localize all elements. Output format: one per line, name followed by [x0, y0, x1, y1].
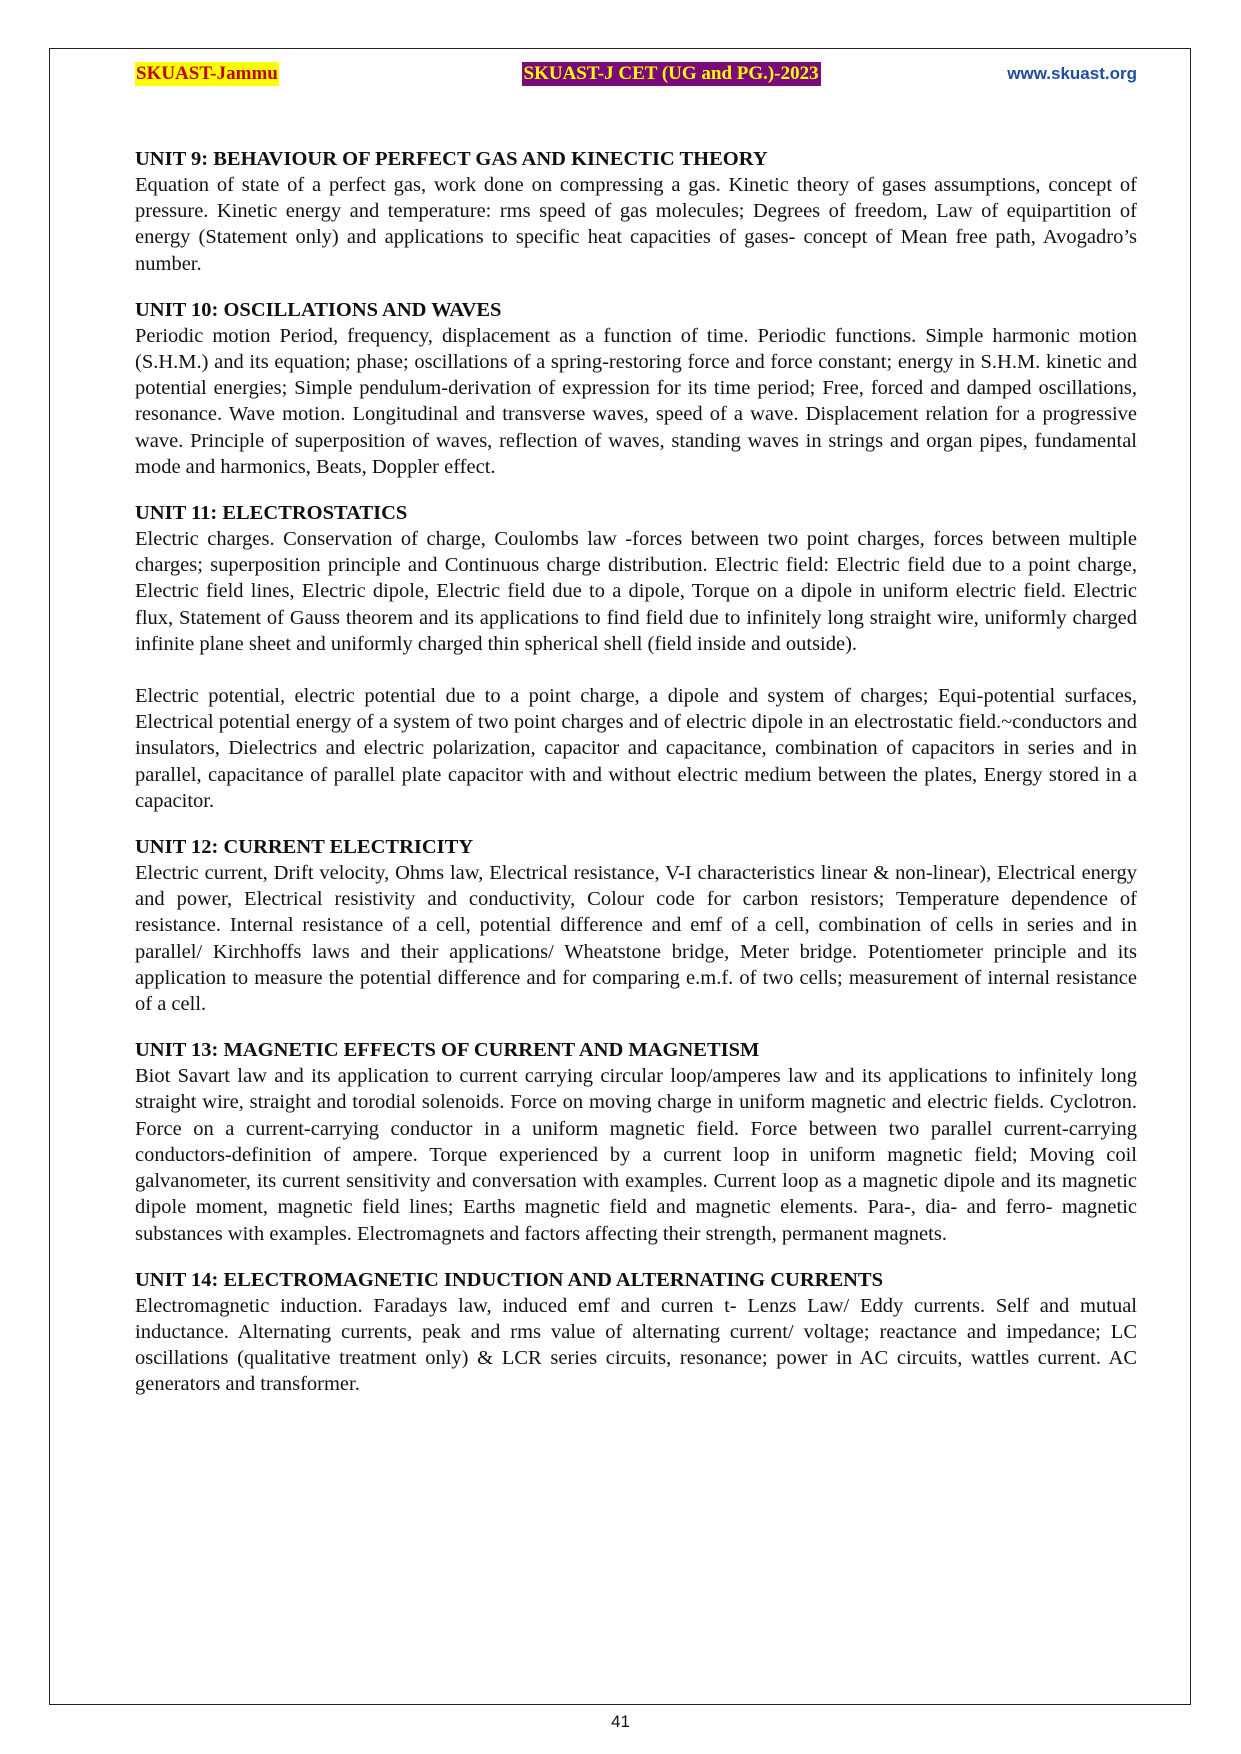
unit-paragraph: Electric potential, electric potential due to a point charge, a dipole and system of charges; Equi-potential surfaces, Electrical potential energy of a system of two point charges and of electric dipole in an electrostatic field.~conductors and insulators, Dielectrics and electric polarization, capacitor and capacitance, combination of capacitors in series and in parallel, capacitance of parallel plate capacitor with and without electric medium between the plates, Energy stored in a capacitor. [135, 685, 1137, 812]
unit-title: UNIT 12: CURRENT ELECTRICITY [135, 836, 474, 859]
header-website-link[interactable]: www.skuast.org [1007, 64, 1137, 83]
page-header [135, 60, 1137, 88]
unit-14 [135, 1267, 1137, 1398]
syllabus-content [135, 146, 1137, 1418]
unit-title: UNIT 9: BEHAVIOUR OF PERFECT GAS AND KINECTIC THEORY [135, 148, 768, 170]
unit-title: UNIT 10: OSCILLATIONS AND WAVES [135, 298, 502, 321]
unit-9 [135, 146, 1137, 277]
header-exam-title: SKUAST-J CET (UG and PG.)-2023 [523, 63, 819, 84]
unit-13 [135, 1037, 1137, 1246]
unit-paragraph: Electromagnetic induction. Faradays law, induced emf and curren t- Lenzs Law/ Eddy currents. Self and mutual inductance. Alternating currents, peak and rms value of alternating current/ voltage; reactance and impedance; LC oscillations (qualitative treatment only) & LCR series circuits, resonance; power in AC circuits, wattles current. AC generators and transformer. [135, 1294, 1137, 1396]
unit-title: UNIT 13: MAGNETIC EFFECTS OF CURRENT AND MAGNETISM [135, 1039, 760, 1062]
unit-10 [135, 297, 1137, 480]
unit-11 [135, 500, 1137, 814]
unit-paragraph: Electric charges. Conservation of charge, Coulombs law -forces between two point charges, forces between multiple charges; superposition principle and Continuous charge distribution. Electric field: Electric field due to a point charge, Electric field lines, Electric dipole, Electric field due to a dipole, Torque on a dipole in uniform electric field. Electric flux, Statement of Gauss theorem and its applications to find field due to infinitely long straight wire, uniformly charged infinite plane sheet and uniformly charged thin spherical shell (field inside and outside). [135, 528, 1137, 655]
unit-12 [135, 834, 1137, 1017]
unit-paragraph: Electric current, Drift velocity, Ohms law, Electrical resistance, V-I characteristics linear & non-linear), Electrical energy and power, Electrical resistivity and conductivity, Colour code for carbon resistors; Temperature dependence of resistance. Internal resistance of a cell, potential difference and emf of a cell, combination of cells in series and in parallel/ Kirchhoffs laws and their applications/ Wheatstone bridge, Meter bridge. Potentiometer principle and its application to measure the potential difference and for comparing e.m.f. of two cells; measurement of internal resistance of a cell. [135, 862, 1137, 1016]
unit-paragraph: Periodic motion Period, frequency, displacement as a function of time. Periodic functions. Simple harmonic motion (S.H.M.) and its equation; phase; oscillations of a spring-restoring force and force constant; energy in S.H.M. kinetic and potential energies; Simple pendulum-derivation of expression for its time period; Free, forced and damped oscillations, resonance. Wave motion. Longitudinal and transverse waves, speed of a wave. Displacement relation for a progressive wave. Principle of superposition of waves, reflection of waves, standing waves in strings and organ pipes, fundamental mode and harmonics, Beats, Doppler effect. [135, 324, 1137, 478]
unit-paragraph: Biot Savart law and its application to current carrying circular loop/amperes law and its applications to infinitely long straight wire, straight and torodial solenoids. Force on moving charge in uniform magnetic and electric fields. Cyclotron. Force on a current-carrying conductor in a uniform magnetic field. Force between two parallel current-carrying conductors-definition of ampere. Torque experienced by a current loop in uniform magnetic field; Moving coil galvanometer, its current sensitivity and conversation with examples. Current loop as a magnetic dipole and its magnetic dipole moment, magnetic field lines; Earths magnetic field and magnetic elements. Para-, dia- and ferro- magnetic substances with examples. Electromagnets and factors affecting their strength, permanent magnets. [135, 1065, 1137, 1245]
page-number: 41 [611, 1712, 630, 1731]
header-institution: SKUAST-Jammu [136, 63, 278, 84]
unit-paragraph: Equation of state of a perfect gas, work done on compressing a gas. Kinetic theory of gases assumptions, concept of pressure. Kinetic energy and temperature: rms speed of gas molecules; Degrees of freedom, Law of equipartition of energy (Statement only) and applications to specific heat capacities of gases- concept of Mean free path, Avogadro’s number. [135, 174, 1137, 275]
unit-title: UNIT 14: ELECTROMAGNETIC INDUCTION AND ALTERNATING CURRENTS [135, 1268, 883, 1291]
unit-title: UNIT 11: ELECTROSTATICS [135, 502, 408, 525]
